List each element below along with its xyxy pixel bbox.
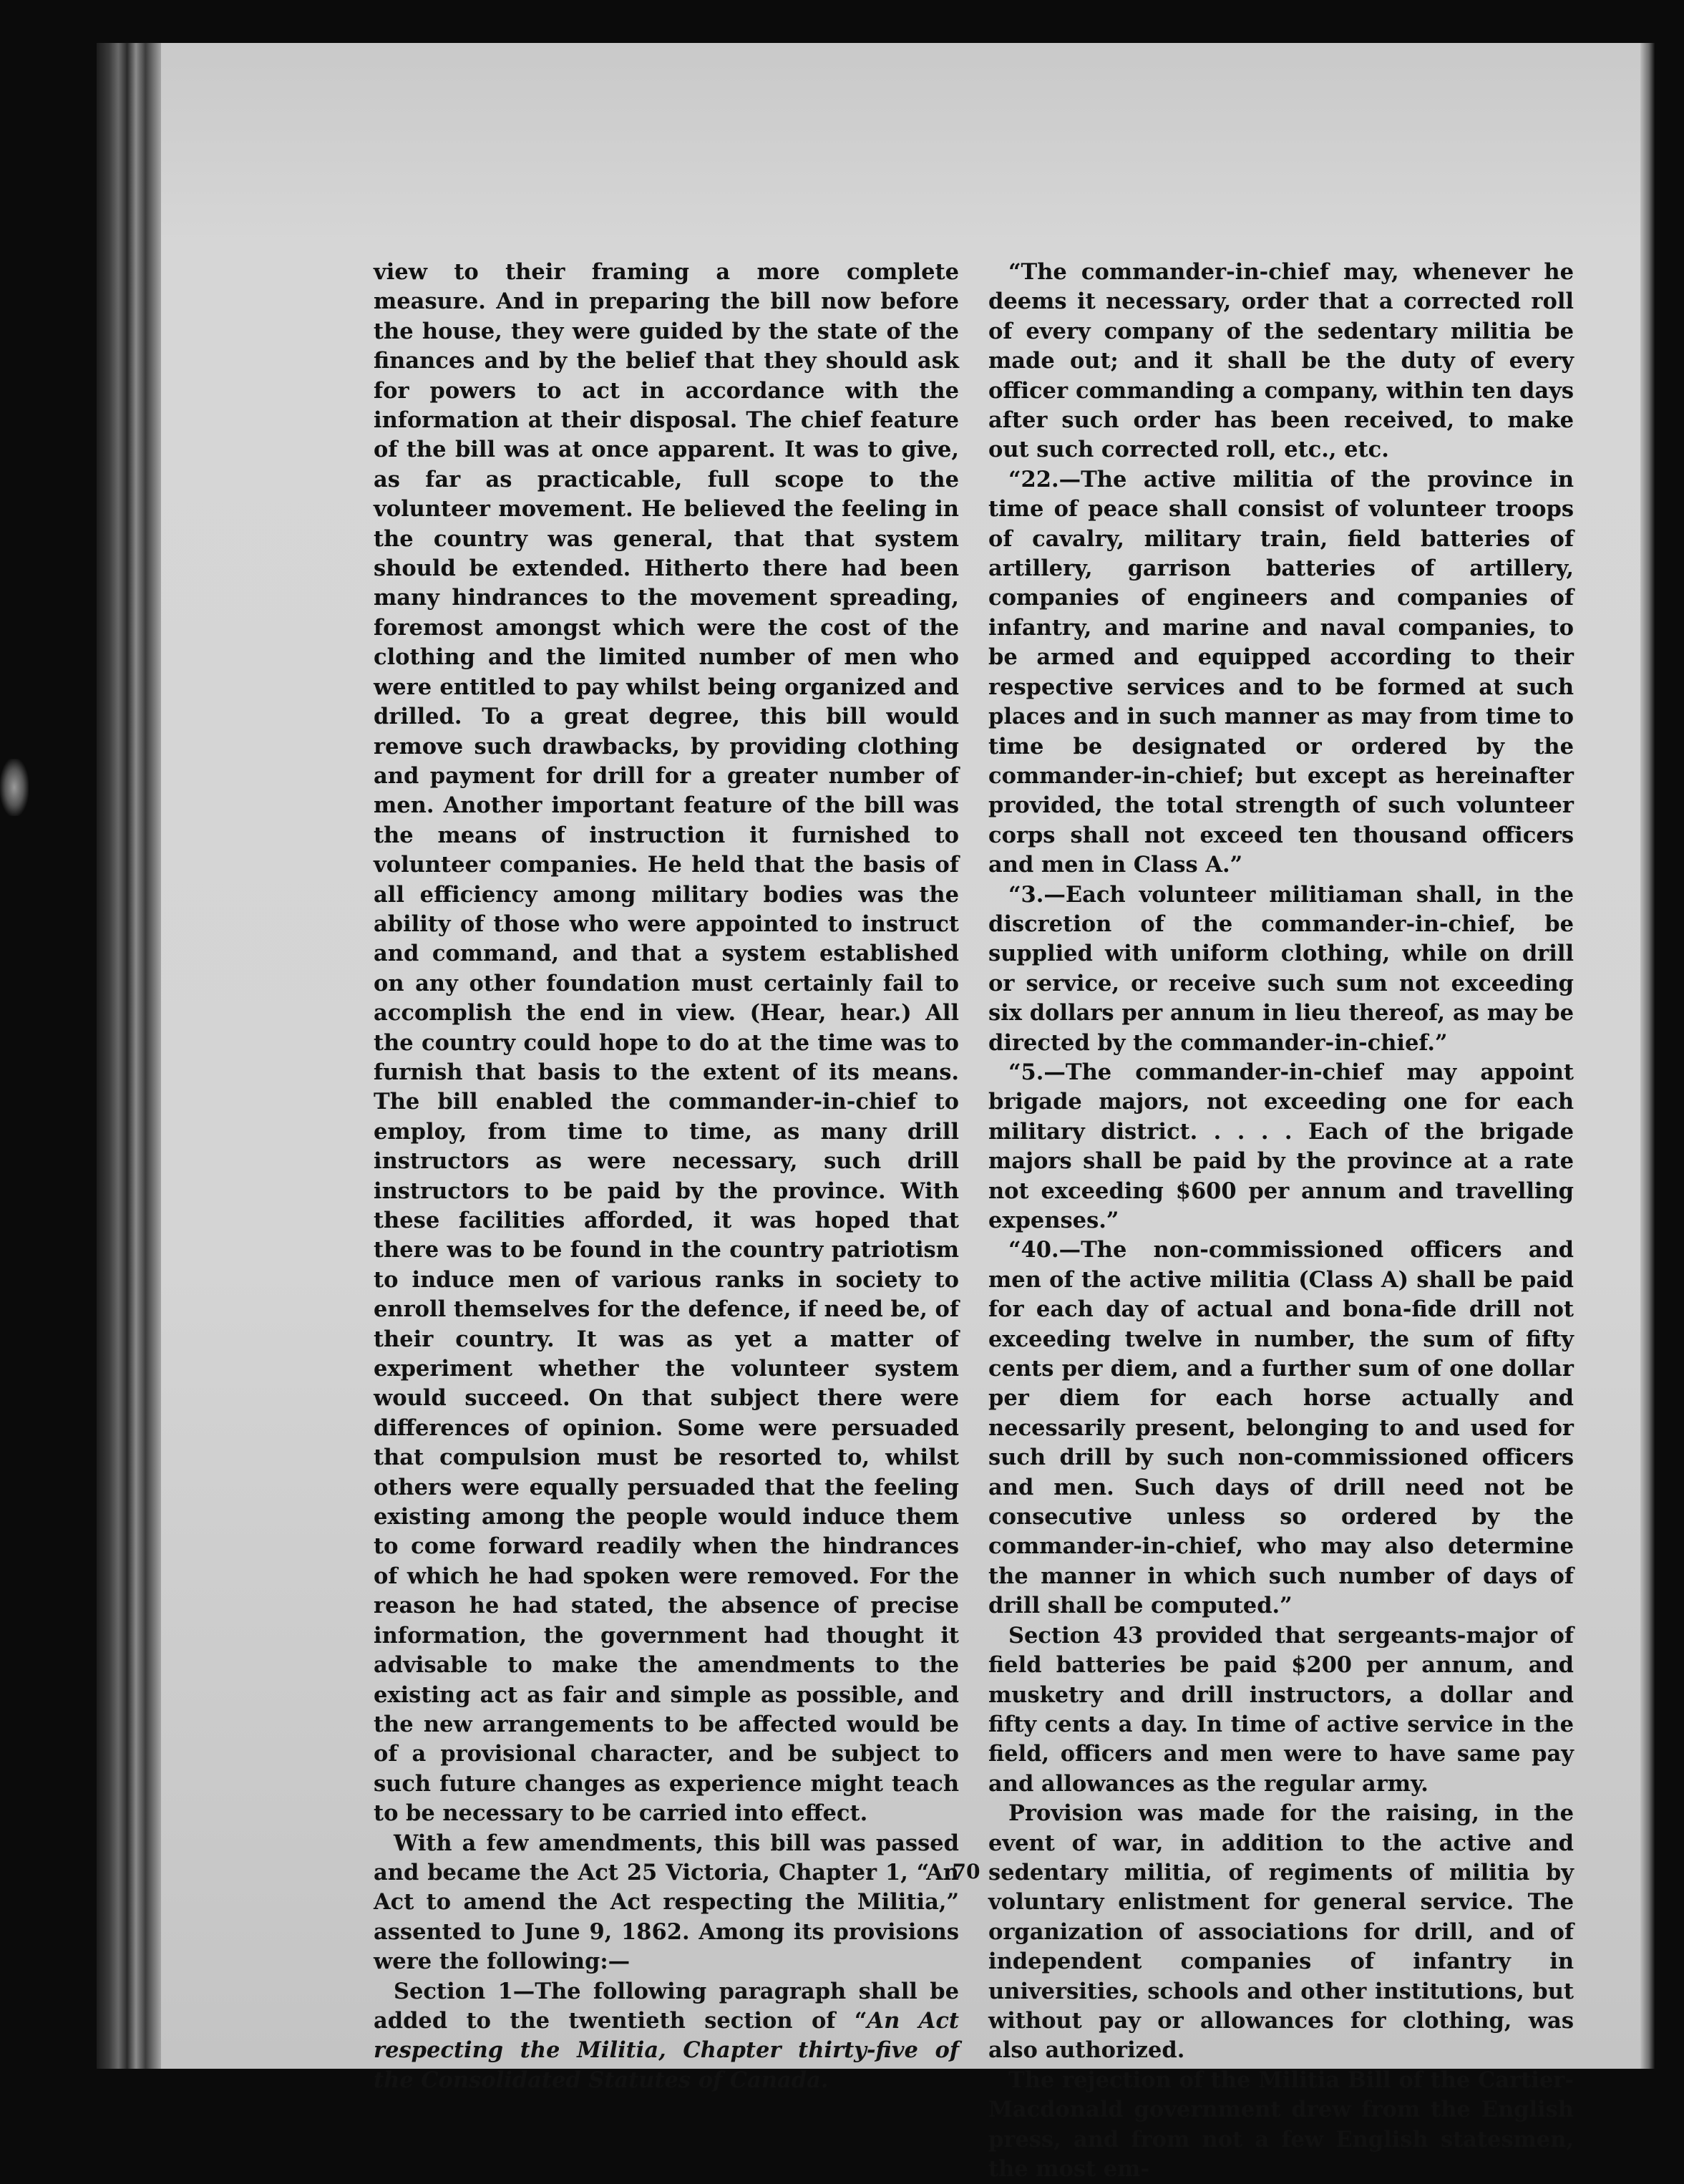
quoted-paragraph: “3.—Each volunteer militiaman shall, in the discretion of the commander-in-chief, be supplied with uniform clothing, while on drill or service, or receive such sum not exceeding six dollars per annum in lieu thereof, as may be directed by the commander-in-chief.” — [988, 881, 1574, 1056]
paragraph — [374, 1977, 959, 2096]
page-right-edge — [1640, 43, 1655, 2069]
paragraph: Section 43 provided that sergeants-major of field batteries be paid $200 per annum, and musketry and drill instructors, a dollar and fifty cents a day. In time of active service in the field, officers and men were to have same pay and allowances as the regular army. — [988, 1622, 1574, 1797]
act-title-italic: An Act respecting the Militia, Chapter thirty-five of the Consolidated Statutes of Canada. — [374, 2007, 959, 2093]
page-number: 70 — [952, 1860, 980, 1883]
left-text-column — [374, 258, 959, 2095]
paragraph: The rejection of the Militia Bill of the Cartier-Macdonald government drew from the English press, and from not a few English statesmen, the most em- — [988, 2067, 1574, 2182]
paragraph: With a few amendments, this bill was passed and became the Act 25 Victoria, Chapter 1, “An Act to amend the Act respecting the Militia,” assented to June 9, 1862. Among its provisions were the following:— — [374, 1830, 959, 1975]
book-binding-edge — [97, 43, 165, 2069]
right-text-column — [988, 258, 1574, 2184]
quoted-paragraph: “The commander-in-chief may, whenever he deems it necessary, order that a corrected roll of every company of the sedentary militia be made out; and it shall be the duty of every officer commanding a company, within ten days after such order has been received, to make out such corrected roll, etc., etc. — [988, 259, 1574, 463]
paragraph-text: Section 1—The following paragraph shall be added to the twentieth section of “ — [374, 1978, 959, 2034]
quoted-paragraph: “40.—The non-commissioned officers and men of the active militia (Class A) shall be paid for each day of actual and bona-fide drill not exceeding twelve in number, the sum of fifty cents per diem, and a further sum of one dollar per diem for each horse actually and necessarily present, belonging to and used for such drill by such non-commissioned officers and men. Such days of drill need not be consecutive unless so ordered by the commander-in-chief, who may also determine the manner in which such number of days of drill shall be computed.” — [988, 1237, 1574, 1619]
paragraph: Provision was made for the raising, in the event of war, in addition to the active and sedentary militia, of regiments of militia by voluntary enlistment for general service. The organization of associations for drill, and of independent companies of infantry in universities, schools and other institutions, but without pay or allowances for clothing, was also authorized. — [988, 1800, 1574, 2064]
quoted-paragraph: “5.—The commander-in-chief may appoint brigade majors, not exceeding one for each military district. . . . . Each of the brigade majors shall be paid by the province at a rate not exceeding $600 per annum and travelling expenses.” — [988, 1059, 1574, 1233]
quoted-paragraph: “22.—The active militia of the province in time of peace shall consist of volunteer troops of cavalry, military train, field batteries of artillery, garrison batteries of artillery, companies of engineers and companies of infantry, and marine and naval companies, to be armed and equipped according to their respective services and to be formed at such places and in such manner as may from time to time be designated or ordered by the commander-in-chief; but except as hereinafter provided, the total strength of such volunteer corps shall not exceed ten thousand officers and men in Class A.” — [988, 466, 1574, 878]
scan-speck — [0, 759, 29, 816]
paragraph: view to their framing a more complete measure. And in preparing the bill now before the house, they were guided by the state of the finances and by the belief that they should ask for powers to act in accordance with the information at their disposal. The chief feature of the bill was at once apparent. It was to give, as far as practicable, full scope to the volunteer movement. He believed the feeling in the country was general, that that system should be extended. Hitherto there had been many hindrances to the movement spreading, foremost amongst which were the cost of the clothing and the limited number of men who were entitled to pay whilst being organized and drilled. To a great degree, this bill would remove such drawbacks, by providing clothing and payment for drill for a greater number of men. Another important feature of the bill was the means of instruction it furnished to volunteer companies. He held that the basis of all efficiency among military bodies was the ability of those who were appointed to instruct and command, and that a system established on any other foundation must certainly fail to accomplish the end in view. (Hear, hear.) All the country could hope to do at the time was to furnish that basis to the extent of its means. The bill enabled the commander-in-chief to employ, from time to time, as many drill instructors as were necessary, such drill instructors to be paid by the province. With these facilities afforded, it was hoped that there was to be found in the country patriotism to induce men of various ranks in society to enroll themselves for the defence, if need be, of their country. It was as yet a matter of experiment whether the volunteer system would succeed. On that subject there were differences of opinion. Some were persuaded that compulsion must be resorted to, whilst others were equally persuaded that the feeling existing among the people would induce them to come forward readily when the hindrances of which he had spoken were removed. For the reason he had stated, the absence of precise information, the government had thought it advisable to make the amendments to the existing act as fair and simple as possible, and the new arrangements to be affected would be of a provisional character, and be subject to such future changes as experience might teach to be necessary to be carried into effect. — [374, 259, 959, 1827]
